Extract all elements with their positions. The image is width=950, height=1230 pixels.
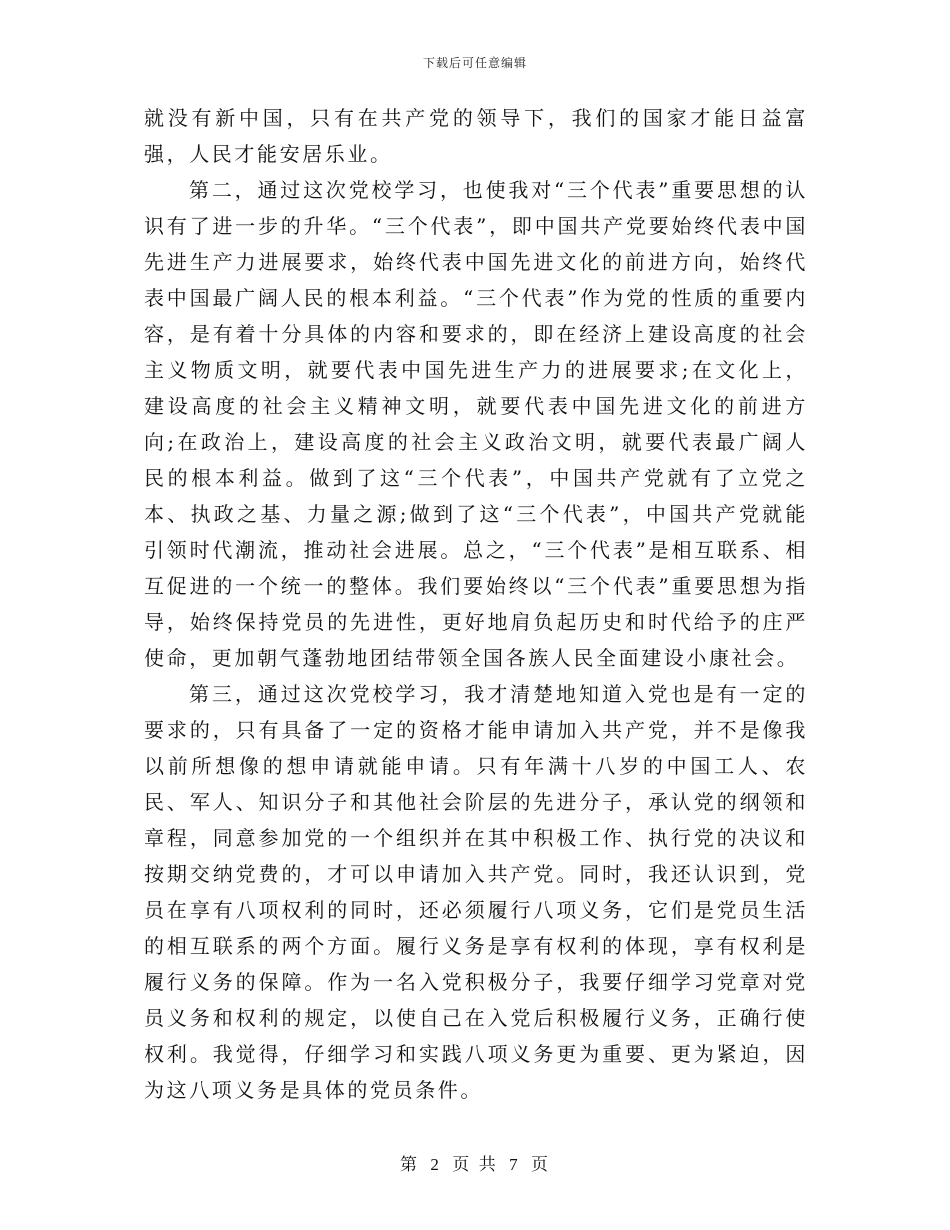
- body-text: [144, 100, 808, 1108]
- footer-middle: 页 共: [452, 1155, 498, 1175]
- page-number-footer: [0, 1150, 950, 1175]
- current-page-number: 2: [430, 1155, 441, 1174]
- paragraph-3: 第三，通过这次党校学习，我才清楚地知道入党也是有一定的要求的，只有具备了一定的资格才能申请加入共产党，并不是像我以前所想像的想申请就能申请。只有年满十八岁的中国工人、农民、军人、知识分子和其他社会阶层的先进分子，承认党的纲领和章程，同意参加党的一个组织并在其中积极工作、执行党的决议和按期交纳党费的，才可以申请加入共产党。同时，我还认识到，党员在享有八项权利的同时，还必须履行八项义务，它们是党员生活的相互联系的两个方面。履行义务是享有权利的体现，享有权利是履行义务的保障。作为一名入党积极分子，我要仔细学习党章对党员义务和权利的规定，以使自己在入党后积极履行义务，正确行使权利。我觉得，仔细学习和实践八项义务更为重要、更为紧迫，因为这八项义务是具体的党员条件。: [144, 682, 808, 1102]
- paragraph-1: 就没有新中国，只有在共产党的领导下，我们的国家才能日益富强，人民才能安居乐业。: [144, 106, 808, 166]
- footer-prefix: 第: [399, 1155, 419, 1175]
- paragraph-2: 第二，通过这次党校学习，也使我对“三个代表”重要思想的认识有了进一步的升华。“三个代表”，即中国共产党要始终代表中国先进生产力进展要求，始终代表中国先进文化的前进方向，始终代表中国最广阔人民的根本利益。“三个代表”作为党的性质的重要内容，是有着十分具体的内容和要求的，即在经济上建设高度的社会主义物质文明，就要代表中国先进生产力的进展要求;在文化上，建设高度的社会主义精神文明，就要代表中国先进文化的前进方向;在政治上，建设高度的社会主义政治文明，就要代表最广阔人民的根本利益。做到了这“三个代表”，中国共产党就有了立党之本、执政之基、力量之源;做到了这“三个代表”，中国共产党就能引领时代潮流，推动社会进展。总之，“三个代表”是相互联系、相互促进的一个统一的整体。我们要始终以“三个代表”重要思想为指导，始终保持党员的先进性，更好地肩负起历史和时代给予的庄严使命，更加朝气蓬勃地团结带领全国各族人民全面建设小康社会。: [144, 178, 808, 670]
- footer-suffix: 页: [531, 1155, 551, 1175]
- total-page-count: 7: [509, 1155, 520, 1174]
- header-note: 下载后可任意编辑: [422, 56, 527, 70]
